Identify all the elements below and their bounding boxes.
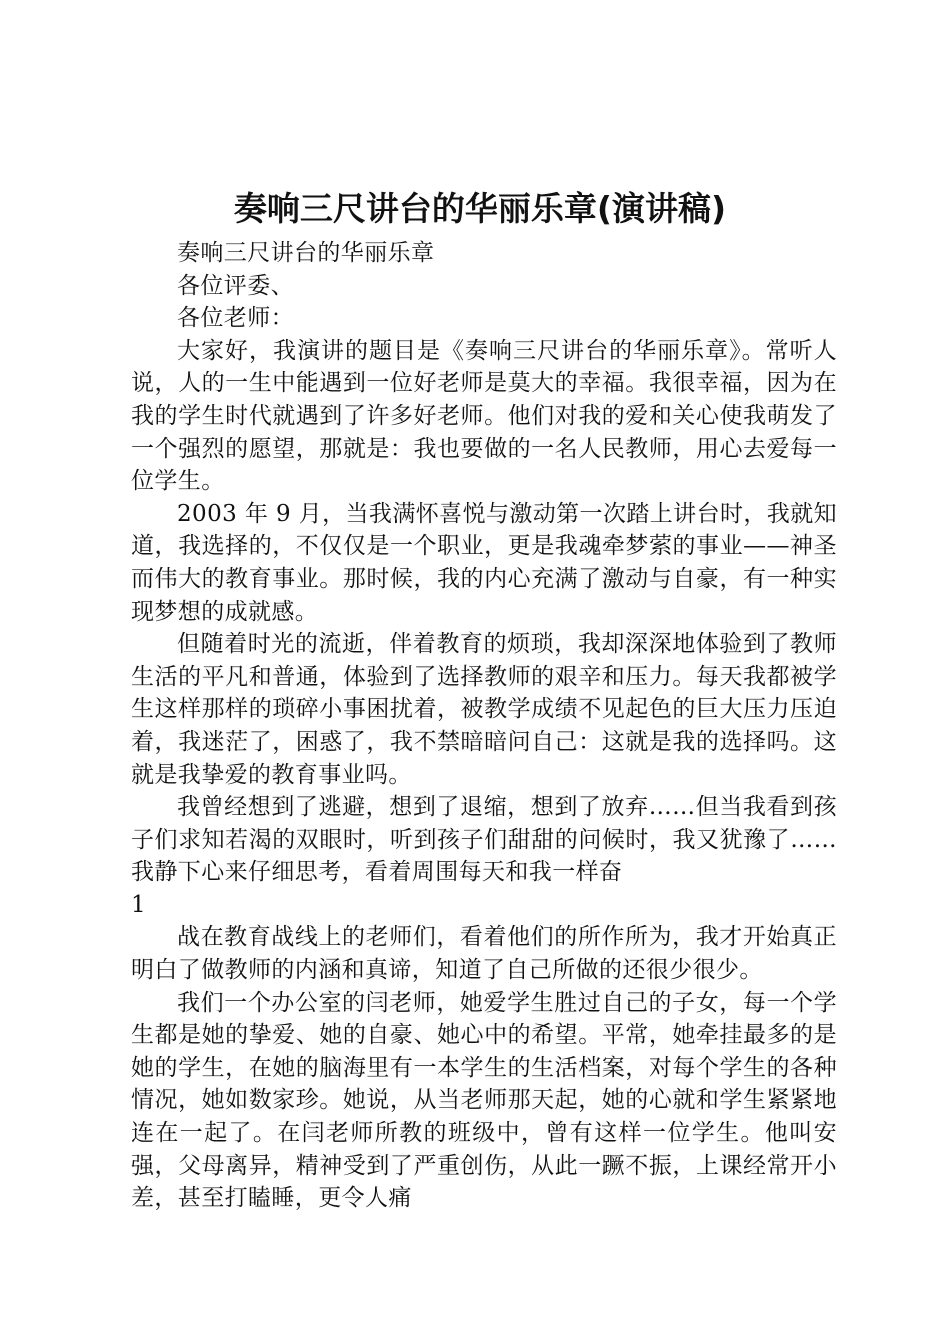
page-number: 1 [131, 891, 147, 918]
salutation-judges: 各位评委、 [177, 272, 294, 299]
paragraph: 我们一个办公室的闫老师，她爱学生胜过自己的子女，每一个学生都是她的挚爱、她的自豪、她心中的希望。平常，她牵挂最多的是她的学生，在她的脑海里有一本学生的生活档案，对每个学生的各种情况，她如数家珍。她说，从当老师那天起，她的心就和学生紧紧地连在一起了。在闫老师所教的班级中，曾有这样一位学生。他叫安强，父母离异，精神受到了严重创伤，从此一蹶不振，上课经常开小差，甚至打瞌睡，更令人痛 [131, 989, 837, 1212]
paragraph: 战在教育战线上的老师们，看着他们的所作所为，我才开始真正明白了做教师的内涵和真谛，知道了自己所做的还很少很少。 [131, 924, 837, 984]
document-title: 奏响三尺讲台的华丽乐章(演讲稿) [233, 189, 727, 228]
speech-title-line: 奏响三尺讲台的华丽乐章 [177, 240, 435, 266]
paragraph: 大家好，我演讲的题目是《奏响三尺讲台的华丽乐章》。常听人说，人的一生中能遇到一位好老师是莫大的幸福。我很幸福，因为在我的学生时代就遇到了许多好老师。他们对我的爱和关心使我萌发了一个强烈的愿望，那就是：我也要做的一名人民教师，用心去爱每一位学生。 [131, 337, 837, 495]
document-body [131, 237, 837, 1215]
paragraph: 我曾经想到了逃避，想到了退缩，想到了放弃……但当我看到孩子们求知若渴的双眼时，听到孩子们甜甜的问候时，我又犹豫了……我静下心来仔细思考，看着周围每天和我一样奋 [131, 794, 837, 886]
salutation-teachers: 各位老师： [177, 305, 294, 332]
paragraph: 2003 年 9 月，当我满怀喜悦与激动第一次踏上讲台时，我就知道，我选择的，不仅仅是一个职业，更是我魂牵梦萦的事业——神圣而伟大的教育事业。那时候，我的内心充满了激动与自豪，有一种实现梦想的成就感。 [131, 500, 837, 625]
paragraph: 但随着时光的流逝，伴着教育的烦琐，我却深深地体验到了教师生活的平凡和普通，体验到了选择教师的艰辛和压力。每天我都被学生这样那样的琐碎小事困扰着，被教学成绩不见起色的巨大压力压迫着，我迷茫了，困惑了，我不禁暗暗问自己：这就是我的选择吗。这就是我挚爱的教育事业吗。 [131, 631, 837, 788]
